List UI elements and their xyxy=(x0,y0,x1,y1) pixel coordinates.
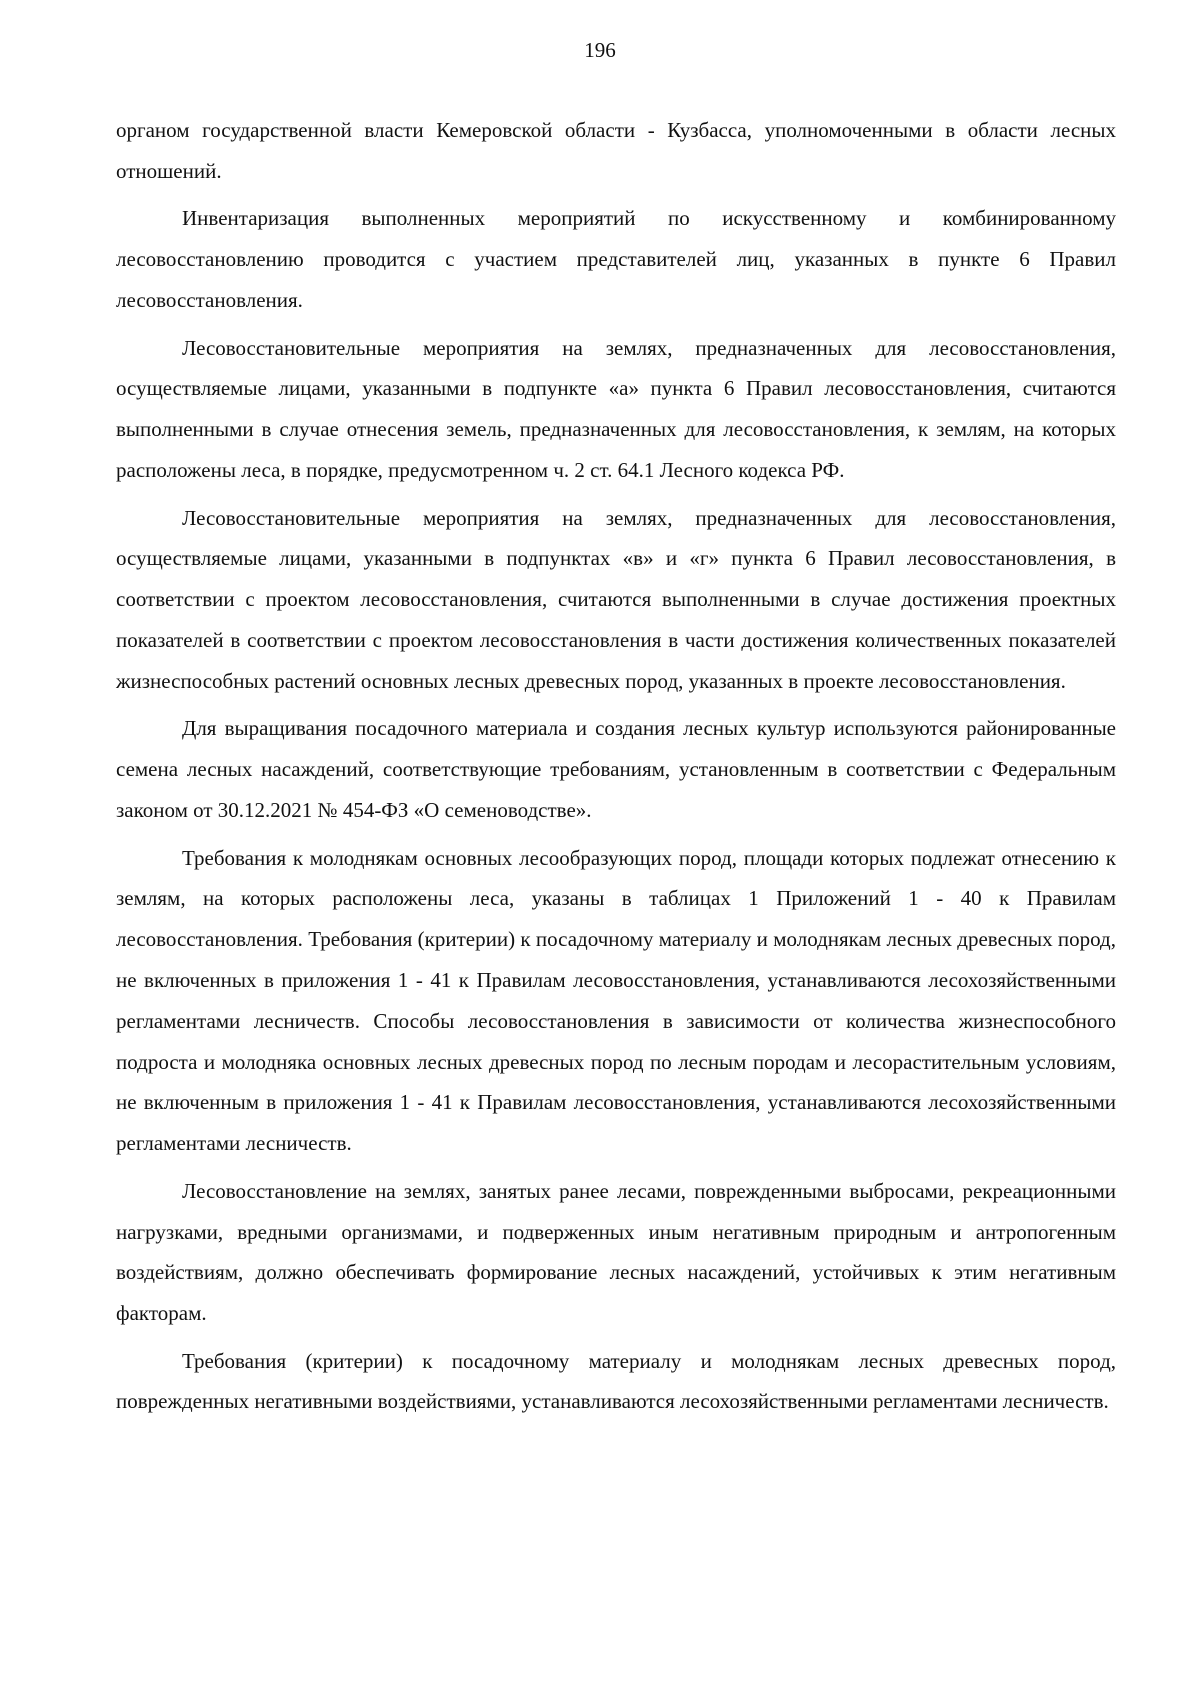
paragraph-measures-subpoints-v-g: Лесовосстановительные мероприятия на землях, предназначенных для лесовосстановления, осуществляемые лицами, указанными в подпунктах «в» и «г» пункта 6 Правил лесовосстановления, в соответствии с проектом лесовосстановления, считаются выполненными в случае достижения проектных показателей в соответствии с проектом лесовосстановления в части достижения количественных показателей жизнеспособных растений основных лесных древесных пород, указанных в проекте лесовосстановления. xyxy=(116,505,1116,693)
paragraph-damaged-lands: Лесовосстановление на землях, занятых ранее лесами, поврежденными выбросами, рекреационными нагрузками, вредными организмами, и подверженных иным негативным природным и антропогенным воздействиям, должно обеспечивать формирование лесных насаждений, устойчивых к этим негативным факторам. xyxy=(116,1178,1116,1326)
paragraph-inventory: Инвентаризация выполненных мероприятий по искусственному и комбинированному лесовосстановлению проводится с участием представителей лиц, указанных в пункте 6 Правил лесовосстановления. xyxy=(116,206,1116,312)
paragraph-seeds: Для выращивания посадочного материала и создания лесных культур используются районированные семена лесных насаждений, соответствующие требованиям, установленным в соответствии с Федеральным законом от 30.12.2021 № 454-ФЗ «О семеноводстве». xyxy=(116,716,1116,822)
paragraph-continuation: органом государственной власти Кемеровской области - Кузбасса, уполномоченными в области лесных отношений. xyxy=(116,118,1116,183)
paragraph-measures-subpoint-a: Лесовосстановительные мероприятия на землях, предназначенных для лесовосстановления, осуществляемые лицами, указанными в подпункте «а» пункта 6 Правил лесовосстановления, считаются выполненными в случае отнесения земель, предназначенных для лесовосстановления, к землям, на которых расположены леса, в порядке, предусмотренном ч. 2 ст. 64.1 Лесного кодекса РФ. xyxy=(116,335,1116,482)
body-text xyxy=(116,110,1116,1422)
paragraph-young-stands-requirements: Требования к молоднякам основных лесообразующих пород, площади которых подлежат отнесению к землям, на которых расположены леса, указаны в таблицах 1 Приложений 1 - 40 к Правилам лесовосстановления. Требования (критерии) к посадочному материалу и молоднякам лесных древесных пород, не включенных в приложения 1 - 41 к Правилам лесовосстановления, устанавливаются лесохозяйственными регламентами лесничеств. Способы лесовосстановления в зависимости от количества жизнеспособного подроста и молодняка основных лесных древесных пород по лесным породам и лесорастительным условиям, не включенным в приложения 1 - 41 к Правилам лесовосстановления, устанавливаются лесохозяйственными регламентами лесничеств. xyxy=(116,845,1116,1156)
paragraph-planting-material-criteria: Требования (критерии) к посадочному материалу и молоднякам лесных древесных пород, поврежденных негативными воздействиями, устанавливаются лесохозяйственными регламентами лесничеств. xyxy=(116,1348,1116,1414)
page-number: 196 xyxy=(584,38,616,62)
